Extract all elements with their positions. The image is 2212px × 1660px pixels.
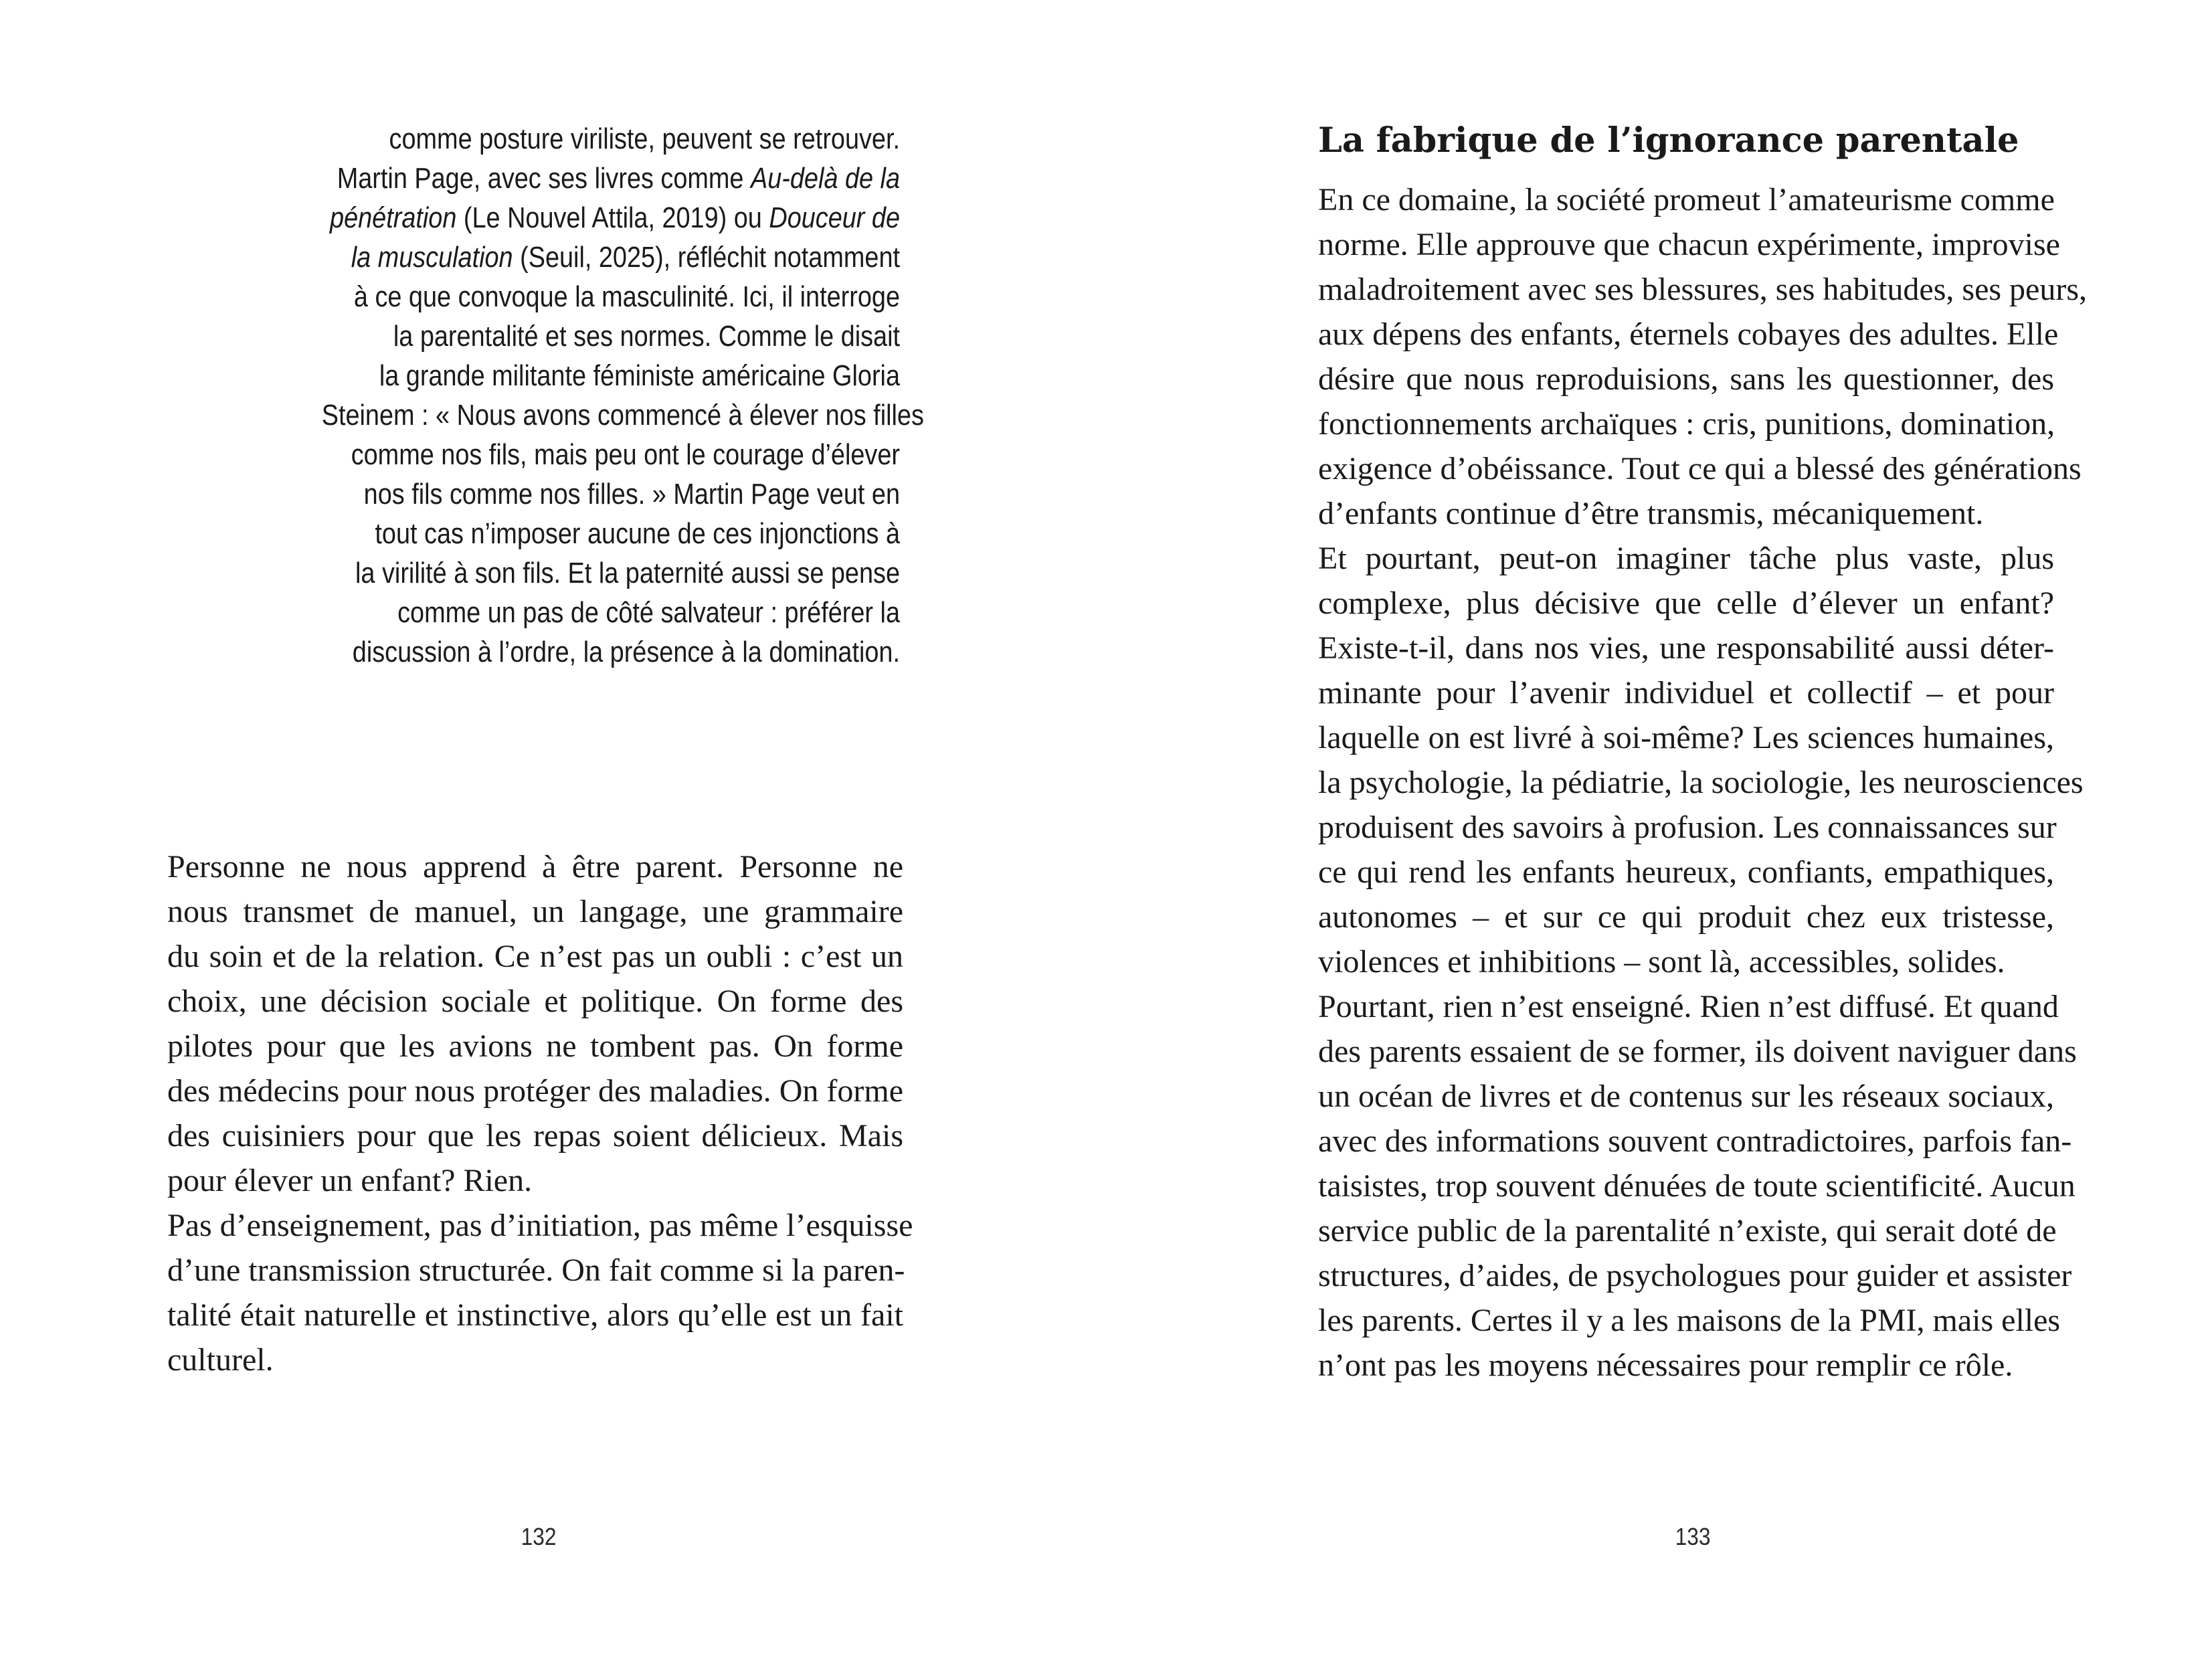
left-body-text <box>167 844 913 1382</box>
sidebar-line <box>322 593 900 632</box>
sidebar-line <box>322 553 900 593</box>
sidebar-line <box>322 474 900 514</box>
body-line: ce qui rend les enfants heureux, confiants, empathiques, <box>1318 854 2054 890</box>
page-number-right: 133 <box>1675 1523 1711 1550</box>
body-line: pour élever un enfant? Rien. <box>167 1163 533 1198</box>
sidebar-text: à ce que convoque la masculinité. Ici, il interroge <box>353 280 900 313</box>
body-line: d’enfants continue d’être transmis, mécaniquement. <box>1318 496 1984 531</box>
sidebar-book-title: Douceur de <box>769 201 900 234</box>
body-line: exigence d’obéissance. Tout ce qui a blessé des générations <box>1318 451 2082 486</box>
sidebar-line <box>322 356 900 395</box>
sidebar-line <box>322 514 900 553</box>
body-line: Personne ne nous apprend à être parent. Personne ne <box>167 849 903 885</box>
body-line: pilotes pour que les avions ne tombent pas. On forme <box>167 1028 903 1064</box>
sidebar-text: discussion à l’ordre, la présence à la domination. <box>352 636 900 668</box>
body-line: désire que nous reproduisions, sans les questionner, des <box>1318 361 2054 397</box>
sidebar-book-title: pénétration <box>330 201 457 234</box>
sidebar-text: (Seuil, 2025), réfléchit notamment <box>513 241 900 274</box>
body-line: fonctionnements archaïques : cris, punitions, domination, <box>1318 406 2055 442</box>
body-line: Pas d’enseignement, pas d’initiation, pas même l’esquisse <box>167 1208 913 1243</box>
body-line: un océan de livres et de contenus sur les réseaux sociaux, <box>1318 1079 2054 1114</box>
sidebar-line <box>322 435 900 474</box>
body-line: Et pourtant, peut-on imaginer tâche plus vaste, plus <box>1318 541 2054 576</box>
sidebar-book-title: Au-delà de la <box>751 162 900 195</box>
body-line: choix, une décision sociale et politique. On forme des <box>167 984 903 1019</box>
body-line: autonomes – et sur ce qui produit chez eux tristesse, <box>1318 899 2054 935</box>
body-line: laquelle on est livré à soi-même? Les sciences humaines, <box>1318 720 2054 755</box>
body-line: minante pour l’avenir individuel et collectif – et pour <box>1318 675 2054 711</box>
sidebar-text: comme nos fils, mais peu ont le courage d’élever <box>351 438 900 471</box>
body-line: culturel. <box>167 1342 274 1378</box>
body-line: du soin et de la relation. Ce n’est pas un oubli : c’est un <box>167 939 903 974</box>
sidebar-text: comme un pas de côté salvateur : préférer la <box>397 596 900 629</box>
body-line: norme. Elle approuve que chacun expérimente, improvise <box>1318 227 2060 262</box>
right-body-text <box>1318 177 2088 1388</box>
sidebar-line <box>322 632 900 672</box>
body-line: En ce domaine, la société promeut l’amateurisme comme <box>1318 182 2055 217</box>
sidebar-text: nos fils comme nos filles. » Martin Page veut en <box>363 478 900 511</box>
body-line: violences et inhibitions – sont là, accessibles, solides. <box>1318 944 2005 980</box>
section-heading: La fabrique de l’ignorance parentale <box>1318 120 2019 161</box>
body-line: avec des informations souvent contradictoires, parfois fan- <box>1318 1123 2072 1159</box>
sidebar-note <box>321 119 924 672</box>
body-line: produisent des savoirs à profusion. Les connaissances sur <box>1318 810 2057 845</box>
body-line: des cuisiniers pour que les repas soient délicieux. Mais <box>167 1118 903 1154</box>
sidebar-text: Martin Page, avec ses livres comme <box>337 162 751 195</box>
body-line: talité était naturelle et instinctive, alors qu’elle est un fait <box>167 1297 903 1333</box>
sidebar-book-title: la musculation <box>351 241 513 274</box>
body-line: nous transmet de manuel, un langage, une grammaire <box>167 894 903 929</box>
sidebar-text: (Le Nouvel Attila, 2019) ou <box>456 201 769 234</box>
sidebar-line <box>322 277 900 316</box>
sidebar-text: la parentalité et ses normes. Comme le disait <box>393 320 900 353</box>
body-line: service public de la parentalité n’existe, qui serait doté de <box>1318 1213 2057 1249</box>
sidebar-text: comme posture viriliste, peuvent se retrouver. <box>389 122 900 155</box>
sidebar-line <box>322 238 900 277</box>
sidebar-line <box>322 198 900 238</box>
sidebar-line <box>321 395 924 435</box>
body-line: des parents essaient de se former, ils doivent naviguer dans <box>1318 1034 2077 1069</box>
sidebar-text: la virilité à son fils. Et la paternité aussi se pense <box>355 557 900 589</box>
body-line: maladroitement avec ses blessures, ses habitudes, ses peurs, <box>1318 272 2088 307</box>
body-line: Pourtant, rien n’est enseigné. Rien n’est diffusé. Et quand <box>1318 989 2059 1024</box>
sidebar-line <box>322 316 900 356</box>
body-line: les parents. Certes il y a les maisons de la PMI, mais elles <box>1318 1303 2061 1338</box>
body-line: taisistes, trop souvent dénuées de toute scientificité. Aucun <box>1318 1168 2076 1204</box>
sidebar-line <box>322 119 900 159</box>
sidebar-text: Steinem : « Nous avons commencé à élever nos filles <box>321 399 924 432</box>
body-line: aux dépens des enfants, éternels cobayes des adultes. Elle <box>1318 316 2059 352</box>
body-line: d’une transmission structurée. On fait comme si la paren- <box>167 1253 905 1288</box>
body-line: Existe-t-il, dans nos vies, une responsabilité aussi déter- <box>1318 630 2054 666</box>
body-line: des médecins pour nous protéger des maladies. On forme <box>167 1073 903 1109</box>
body-line: structures, d’aides, de psychologues pour guider et assister <box>1318 1258 2072 1293</box>
sidebar-text: la grande militante féministe américaine Gloria <box>379 359 900 392</box>
sidebar-text: tout cas n’imposer aucune de ces injonctions à <box>375 517 900 550</box>
body-line: complexe, plus décisive que celle d’élever un enfant? <box>1318 585 2054 621</box>
page-number-left: 132 <box>521 1523 557 1550</box>
body-line: n’ont pas les moyens nécessaires pour remplir ce rôle. <box>1318 1348 2013 1383</box>
body-line: la psychologie, la pédiatrie, la sociologie, les neurosciences <box>1318 765 2084 800</box>
sidebar-line <box>322 159 900 198</box>
